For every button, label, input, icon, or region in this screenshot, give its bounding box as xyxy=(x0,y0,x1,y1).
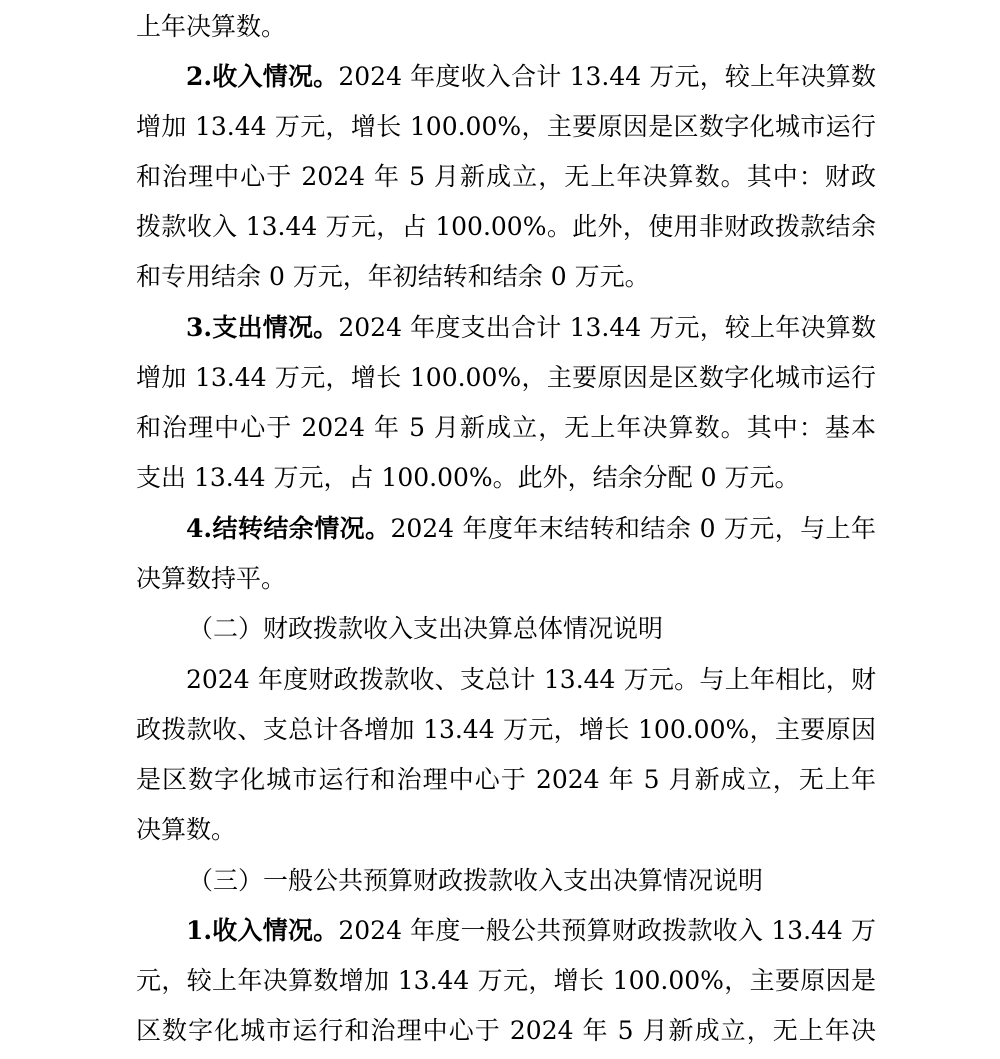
paragraph-line: 决算数持平。 xyxy=(136,564,287,593)
paragraph-line: 3.支出情况。2024 年度支出合计 13.44 万元，较上年决算数 xyxy=(186,313,876,342)
paragraph-line: 是区数字化城市运行和治理中心于 2024 年 5 月新成立，无上年 xyxy=(136,765,876,794)
section-heading: 4.结转结余情况。 xyxy=(186,514,391,543)
paragraph-line: 2024 年度财政拨款收、支总计 13.44 万元。与上年相比，财 xyxy=(186,665,876,694)
section-heading: 1.收入情况。 xyxy=(186,916,339,945)
paragraph-line: 元，较上年决算数增加 13.44 万元，增长 100.00%，主要原因是 xyxy=(136,966,876,995)
paragraph-line: 4.结转结余情况。2024 年度年末结转和结余 0 万元，与上年 xyxy=(186,514,876,543)
subsection-heading: （二）财政拨款收入支出决算总体情况说明 xyxy=(188,614,664,643)
paragraph-line: 拨款收入 13.44 万元，占 100.00%。此外，使用非财政拨款结余 xyxy=(136,212,876,241)
paragraph-line: 政拨款收、支总计各增加 13.44 万元，增长 100.00%，主要原因 xyxy=(136,715,876,744)
section-heading: 3.支出情况。 xyxy=(186,313,339,342)
subsection-heading: （三）一般公共预算财政拨款收入支出决算情况说明 xyxy=(188,866,764,895)
paragraph-line: 和治理中心于 2024 年 5 月新成立，无上年决算数。其中：基本 xyxy=(136,413,876,442)
paragraph-line: 区数字化城市运行和治理中心于 2024 年 5 月新成立，无上年决 xyxy=(136,1016,876,1045)
section-heading: 2.收入情况。 xyxy=(186,62,339,91)
paragraph-line: 支出 13.44 万元，占 100.00%。此外，结余分配 0 万元。 xyxy=(136,463,800,492)
paragraph-line: 增加 13.44 万元，增长 100.00%，主要原因是区数字化城市运行 xyxy=(136,112,876,141)
paragraph-line: 上年决算数。 xyxy=(136,12,287,41)
paragraph-line: 1.收入情况。2024 年度一般公共预算财政拨款收入 13.44 万 xyxy=(186,916,876,945)
paragraph-line: 和治理中心于 2024 年 5 月新成立，无上年决算数。其中：财政 xyxy=(136,162,876,191)
paragraph-line: 增加 13.44 万元，增长 100.00%，主要原因是区数字化城市运行 xyxy=(136,363,876,392)
paragraph-line: 和专用结余 0 万元，年初结转和结余 0 万元。 xyxy=(136,262,650,291)
paragraph-line: 决算数。 xyxy=(136,815,237,844)
paragraph-line: 2.收入情况。2024 年度收入合计 13.44 万元，较上年决算数 xyxy=(186,62,876,91)
